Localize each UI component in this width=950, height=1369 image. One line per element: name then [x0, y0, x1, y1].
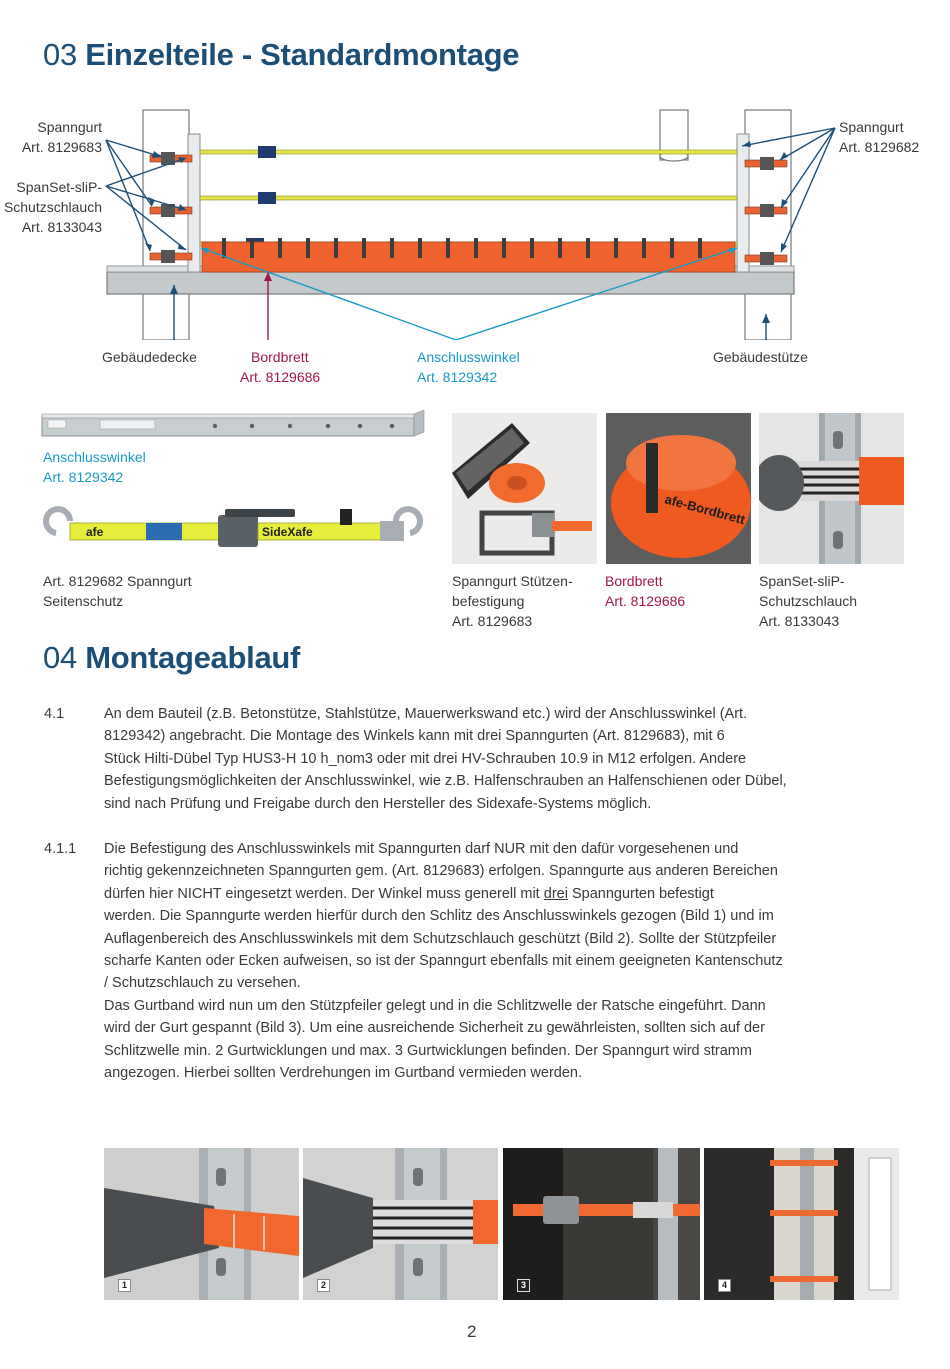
part-winkel-name: Anschlusswinkel — [43, 449, 146, 465]
arrowheads — [145, 141, 788, 323]
left-bracket — [188, 134, 200, 272]
step-4-1-1-line: wird der Gurt gespannt (Bild 3). Um eine ausreichende Sicherheit zu gewährleisten, sollten sich auf der — [104, 1020, 765, 1037]
part-schlauch-line-3: Art. 8133043 — [759, 613, 840, 629]
part-schlauch-line-2: Schutzschlauch — [759, 593, 858, 609]
part-stuetz-line-2: befestigung — [452, 593, 525, 609]
label-schlauch-line-3: Art. 8133043 — [21, 219, 102, 235]
label-bordbrett-art: Art. 8129686 — [240, 369, 321, 385]
step-photo-2 — [303, 1148, 498, 1300]
step-photo-3 — [503, 1148, 700, 1300]
photo-badge-4: 4 — [718, 1279, 731, 1292]
part-label-bordbrett — [605, 571, 685, 611]
bordbrett-photo — [606, 413, 751, 564]
anschlusswinkel-image — [40, 410, 425, 440]
step-4-1-1-line — [104, 883, 824, 905]
label-gebaeudedecke: Gebäudedecke — [102, 349, 197, 365]
step-4-1-1-line: Das Gurtband wird nun um den Stützpfeiler gelegt und in die Schlitzwelle der Ratsche eingeführt. Dann — [104, 997, 766, 1014]
spanngurt-stuetze-photo — [452, 413, 597, 564]
step-4-1-1-text — [104, 838, 824, 1084]
underlined-word: drei — [543, 885, 568, 902]
step-4-1-1-line: angezogen. Hierbei sollten Verdrehungen im Gurtband vermieden werden. — [104, 1065, 582, 1082]
section-4-number: 04 — [43, 640, 77, 675]
left-column — [143, 110, 189, 340]
step-4-1-1-line: Schlitzwelle min. 2 Gurtwicklungen und max. 3 Gurtwicklungen befinden. Der Spanngurt wird stramm — [104, 1042, 752, 1059]
step-4-1-line: Stück Hilti-Dübel Typ HUS3-H 10 h_nom3 oder mit drei HV-Schrauben 10.9 in M12 erfolgen. Andere — [104, 750, 747, 767]
scaffold-diagram — [0, 100, 950, 340]
schutzschlauch-photo — [759, 413, 904, 564]
photo-badge-1: 1 — [118, 1279, 131, 1292]
spanngurt-seitenschutz-image — [40, 505, 425, 565]
step-4-1-text — [104, 703, 824, 815]
step-4-1-1-line: / Schutzschlauch zu versehen. — [104, 975, 301, 992]
label-bordbrett-name: Bordbrett — [251, 349, 309, 365]
step-4-1-number: 4.1 — [44, 706, 65, 722]
step-4-1-1-line: werden. Die Spanngurte werden hierfür durch den Schlitz des Anschlusswinkels gezogen (Bild 1) und im — [104, 908, 774, 925]
part-schlauch-line-1: SpanSet-sliP- — [759, 573, 845, 589]
pointer-arrows — [106, 128, 835, 340]
step-4-1-1-line-start: dürfen hier NICHT eingesetzt werden. Der Winkel muss generell mit — [104, 885, 544, 902]
guard-straps — [200, 146, 737, 250]
strap-text-1: afe — [86, 525, 104, 539]
label-anschlusswinkel — [417, 347, 520, 387]
part-gurt-sub: Seitenschutz — [43, 593, 124, 609]
building-slab — [107, 272, 794, 294]
label-bordbrett — [240, 347, 320, 387]
step-4-1-1-line: Auflagenbereich des Anschlusswinkels mit dem Schutzschlauch geschützt (Bild 2). Sollte der Stützpfeiler — [104, 930, 777, 947]
page-number: 2 — [467, 1322, 477, 1341]
step-4-1-1-line-end: Spanngurten befestigt — [567, 885, 714, 902]
label-schlauch-line-1: SpanSet-sliP- — [16, 179, 102, 195]
section-3-number: 03 — [43, 37, 77, 72]
part-bord-name: Bordbrett — [605, 573, 663, 589]
label-schlauch-line-2: Schutzschlauch — [3, 199, 102, 215]
strap-text-2: SideXafe — [262, 525, 313, 539]
step-4-1-1-line: richtig gekennzeichneten Spanngurten gem. (Art. 8129683) erfolgen. Spanngurte aus anderen Bereichen — [104, 863, 778, 880]
label-spanngurt-right-name: Spanngurt — [839, 119, 904, 135]
step-4-1-line: sind nach Prüfung und Freigabe durch den Hersteller des Sidexafe-Systems möglich. — [104, 795, 652, 812]
part-stuetz-line-1: Spanngurt Stützen- — [452, 573, 573, 589]
label-spanngurt-right — [839, 117, 919, 157]
section-3-heading — [43, 37, 519, 73]
label-schutzschlauch — [2, 177, 102, 237]
step-4-1-1-number: 4.1.1 — [44, 841, 77, 857]
part-winkel-art: Art. 8129342 — [43, 469, 124, 485]
step-4-1-line: 8129342) angebracht. Die Montage des Winkels kann mit drei Spanngurten (Art. 8129683), mit 6 — [104, 728, 725, 745]
part-bord-art: Art. 8129686 — [605, 593, 686, 609]
photo-badge-2: 2 — [317, 1279, 330, 1292]
section-4-heading — [43, 640, 300, 676]
label-spanngurt-left-name: Spanngurt — [37, 119, 102, 135]
label-anschluss-art: Art. 8129342 — [417, 369, 498, 385]
label-anschluss-name: Anschlusswinkel — [417, 349, 520, 365]
label-spanngurt-left-art: Art. 8129683 — [21, 139, 102, 155]
section-3-title: Einzelteile - Standardmontage — [85, 37, 520, 72]
section-4-title: Montageablauf — [85, 640, 301, 675]
right-bracket — [737, 134, 749, 272]
label-spanngurt-right-art: Art. 8129682 — [839, 139, 920, 155]
label-spanngurt-left — [2, 117, 102, 157]
part-label-spanngurt-seitenschutz — [43, 571, 192, 611]
part-label-schutzschlauch — [759, 571, 857, 631]
photo-badge-3: 3 — [517, 1279, 530, 1292]
part-gurt-name: Art. 8129682 Spanngurt — [43, 573, 192, 589]
label-gebaeudestuetze: Gebäudestütze — [713, 349, 808, 365]
part-label-spanngurt-stuetze — [452, 571, 573, 631]
step-4-1-1-line: scharfe Kanten oder Ecken aufweisen, so ist der Spanngurt ebenfalls mit einem geeigneten Kantenschutz — [104, 953, 783, 970]
step-4-1-line: Befestigungsmöglichkeiten der Anschlusswinkel, wie z.B. Halfenschrauben an Halfenschienen oder Dübel, — [104, 773, 787, 790]
step-4-1-line: An dem Bauteil (z.B. Betonstütze, Stahlstütze, Mauerwerkswand etc.) wird der Anschlusswinkel (Art. — [104, 706, 748, 722]
part-stuetz-line-3: Art. 8129683 — [452, 613, 533, 629]
step-photo-1 — [104, 1148, 299, 1300]
step-4-1-1-line: Die Befestigung des Anschlusswinkels mit Spanngurten darf NUR mit den dafür vorgesehenen und — [104, 841, 739, 857]
step-photo-4 — [704, 1148, 899, 1300]
part-label-anschlusswinkel — [43, 447, 146, 487]
bordbrett-text: afe-Bordbrett — [663, 491, 747, 528]
